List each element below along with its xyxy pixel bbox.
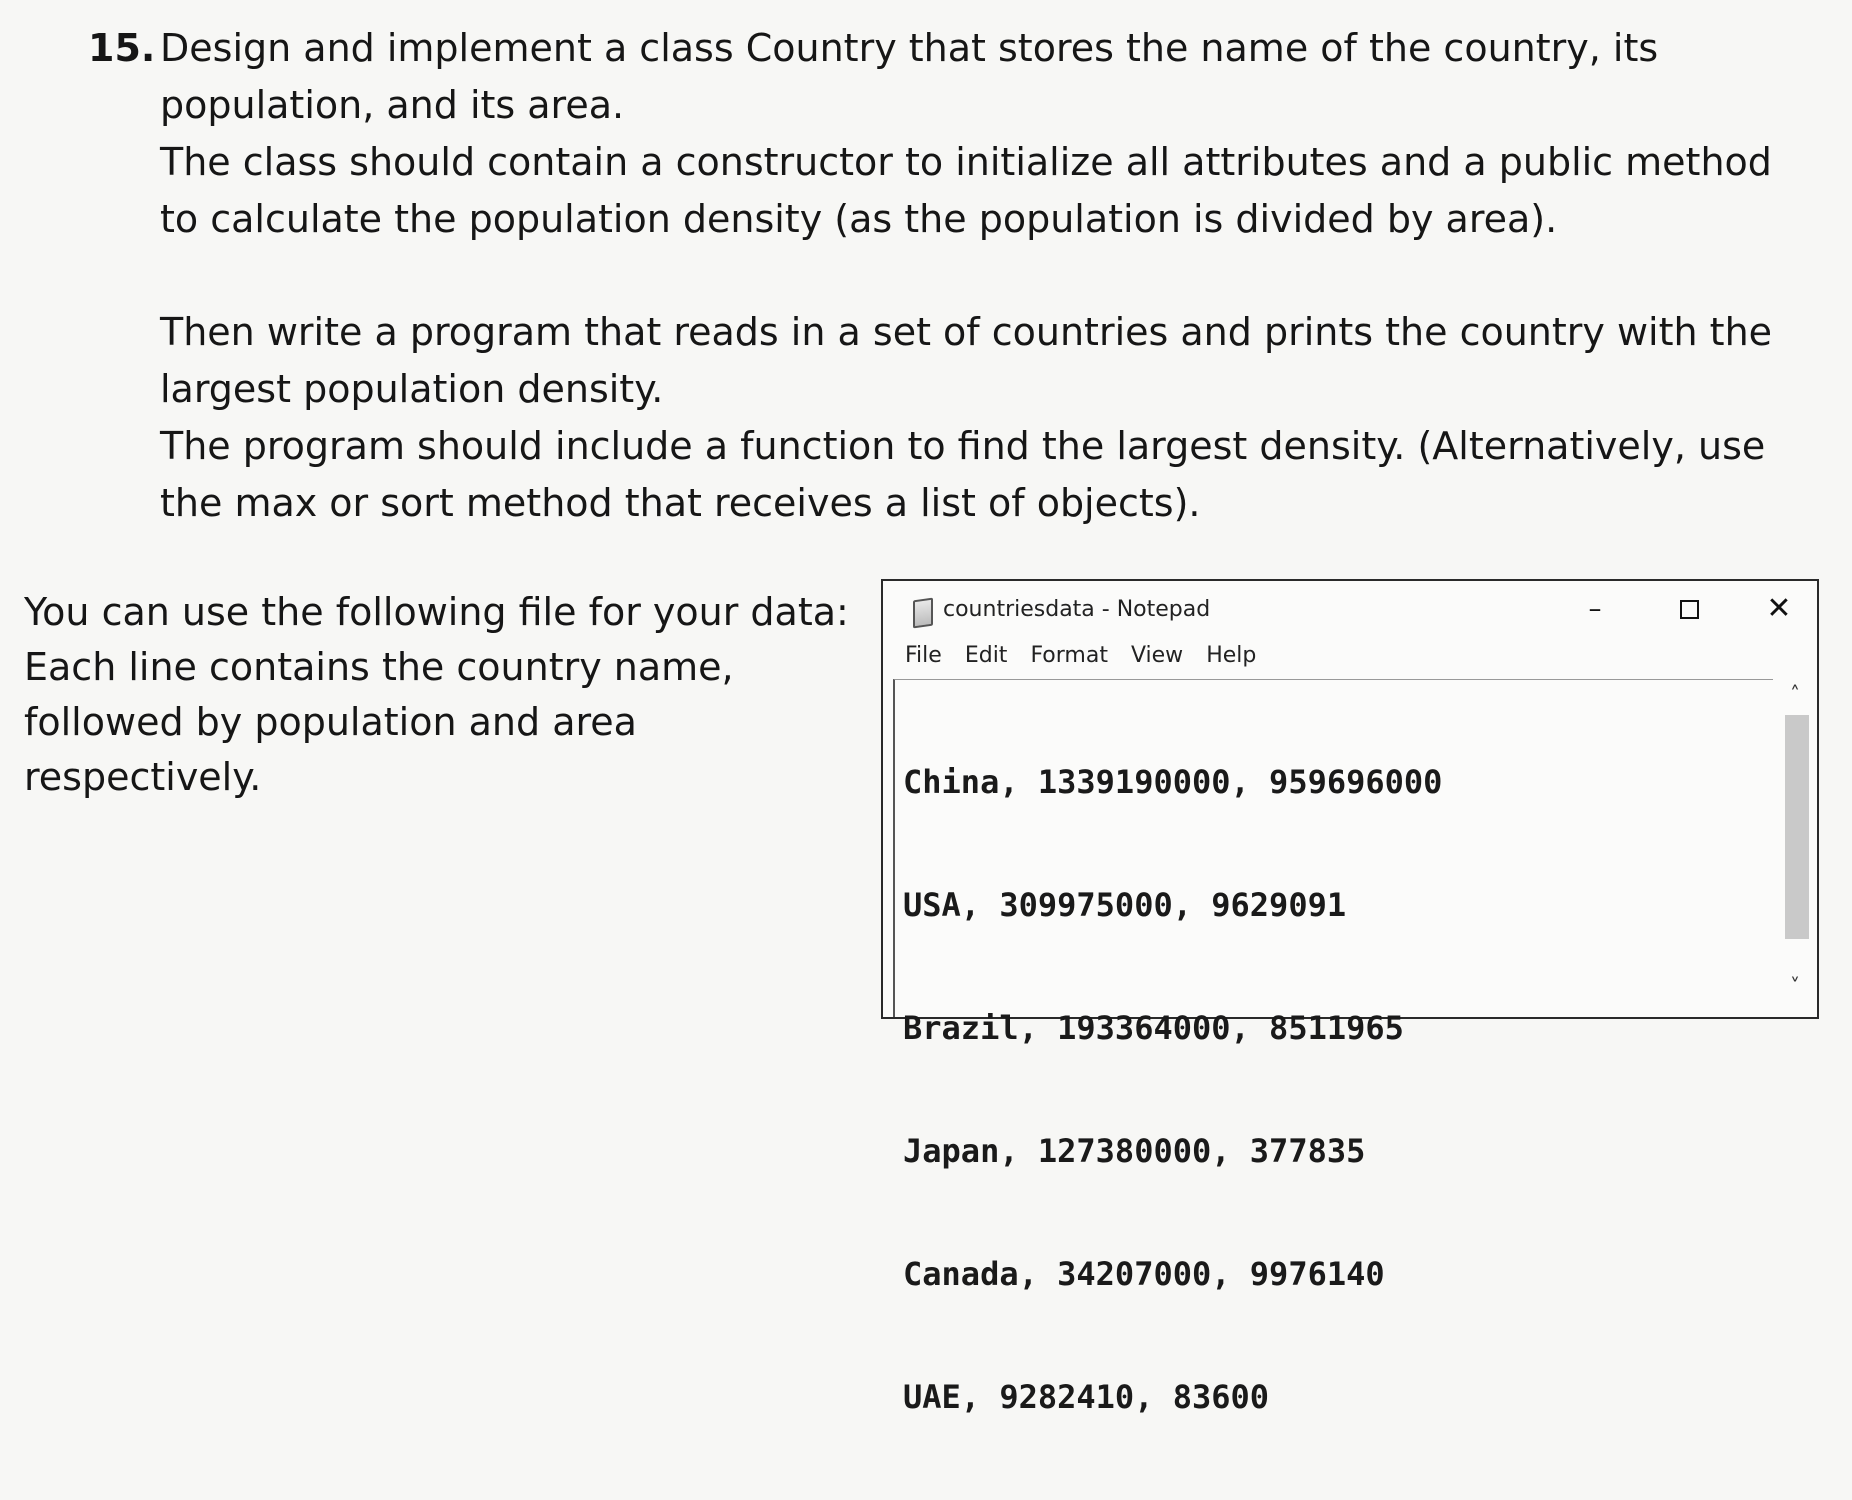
question-body (160, 20, 1808, 532)
scroll-up-icon[interactable]: ˄ (1790, 682, 1800, 706)
editor-line: USA, 309975000, 9629091 (903, 886, 1347, 924)
minimize-button[interactable]: – (1588, 594, 1602, 624)
notepad-window (881, 579, 1819, 1416)
close-button[interactable]: ✕ (1766, 591, 1792, 626)
menu-file[interactable]: File (905, 643, 942, 668)
data-intro (24, 585, 874, 805)
text-editor[interactable] (893, 679, 1773, 1416)
data-intro-line: followed by population and area (24, 700, 637, 744)
menu-help[interactable]: Help (1206, 643, 1257, 668)
maximize-button[interactable] (1659, 587, 1719, 631)
question-paragraph: The class should contain a constructor to initialize all attributes and a public method to calculate the population density (as the population is divided by area). (160, 140, 1772, 241)
editor-line: Brazil, 193364000, 8511965 (903, 1009, 1404, 1047)
notepad-icon (913, 598, 933, 629)
editor-line: China, 1339190000, 959696000 (903, 763, 1443, 801)
menubar (905, 643, 1272, 668)
data-intro-line: Each line contains the country name, (24, 645, 734, 689)
scroll-thumb[interactable] (1785, 715, 1809, 939)
question-number: 15. (88, 26, 156, 70)
editor-line: Japan, 127380000, 377835 (903, 1132, 1366, 1170)
menu-view[interactable]: View (1130, 643, 1184, 668)
paragraph-gap (160, 248, 1808, 304)
menu-edit[interactable]: Edit (964, 643, 1008, 668)
vertical-scrollbar[interactable] (1775, 679, 1815, 1017)
question-paragraph: Design and implement a class Country that stores the name of the country, its population, and its area. (160, 26, 1659, 127)
question-block (88, 20, 1808, 532)
maximize-icon (1680, 600, 1699, 619)
window-title: countriesdata - Notepad (943, 597, 1211, 622)
scroll-down-icon[interactable]: ˅ (1790, 974, 1800, 998)
data-intro-line: respectively. (24, 755, 262, 799)
editor-line: UAE, 9282410, 83600 (903, 1378, 1270, 1416)
question-paragraph: The program should include a function to find the largest density. (Alternatively, use the max or sort method that receives a list of objects). (160, 424, 1766, 525)
editor-content[interactable] (895, 680, 1773, 1500)
notepad-titlebar[interactable] (883, 581, 1817, 641)
question-paragraph: Then write a program that reads in a set of countries and prints the country with the largest population density. (160, 310, 1773, 411)
editor-line: Canada, 34207000, 9976140 (903, 1255, 1385, 1293)
menu-format[interactable]: Format (1030, 643, 1108, 668)
data-intro-line: You can use the following file for your data: (24, 590, 849, 634)
